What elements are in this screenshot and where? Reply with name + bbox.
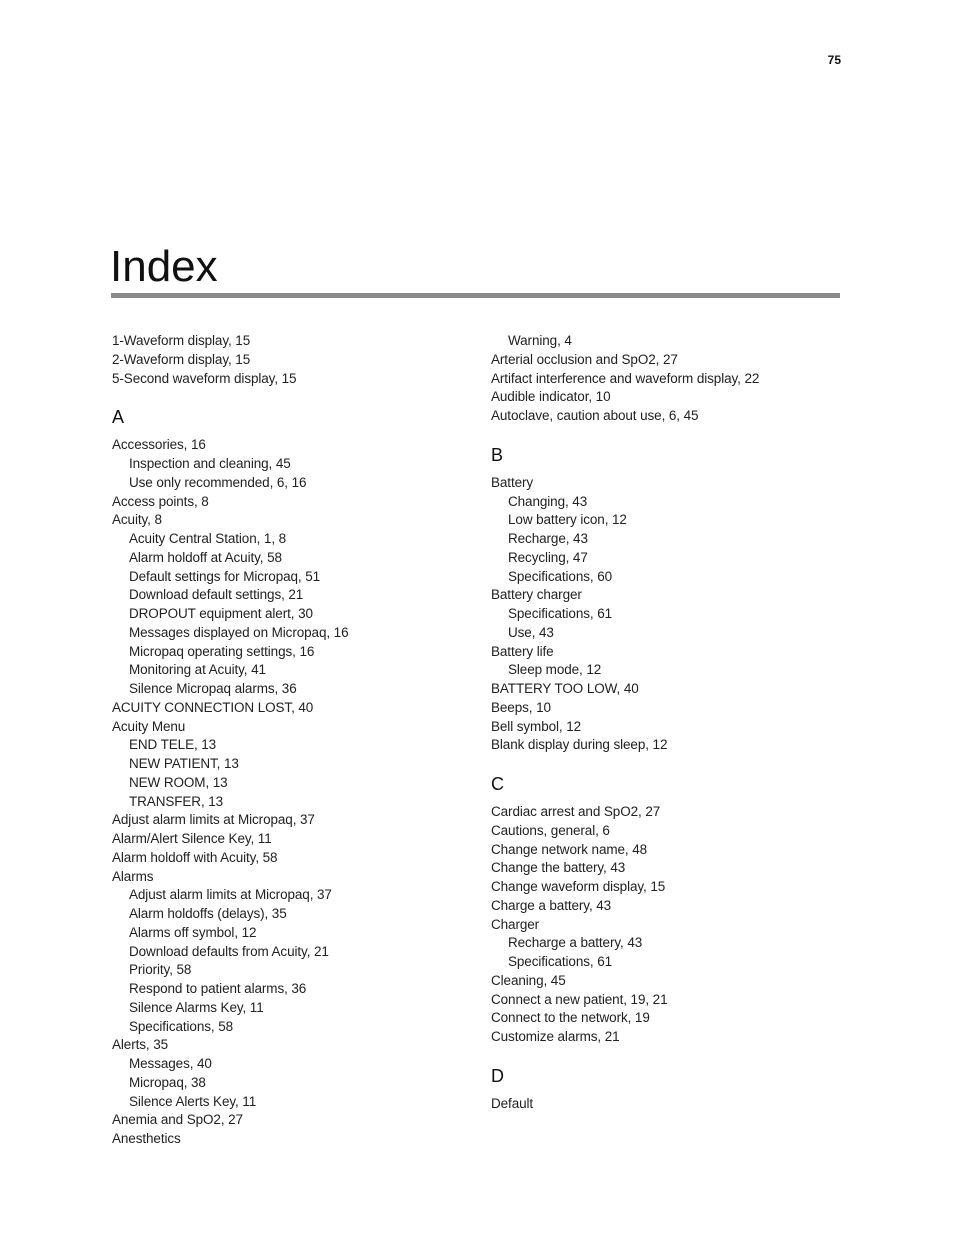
index-subentry: Inspection and cleaning, 45 <box>129 456 291 471</box>
index-letter-heading: D <box>491 1065 504 1086</box>
index-entry: Anesthetics <box>112 1131 181 1146</box>
index-subentry: Adjust alarm limits at Micropaq, 37 <box>129 887 332 903</box>
index-entry: Alarm/Alert Silence Key, 11 <box>112 831 272 846</box>
index-subentry: Silence Micropaq alarms, 36 <box>129 681 297 696</box>
index-subentry: Monitoring at Acuity, 41 <box>129 662 266 678</box>
index-entry: Change network name, 48 <box>491 841 648 857</box>
index-subentry: Download default settings, 21 <box>129 587 304 603</box>
index-entry: Charge a battery, 43 <box>491 897 612 913</box>
index-subentry: TRANSFER, 13 <box>129 793 224 809</box>
index-entry: Alerts, 35 <box>112 1037 169 1053</box>
index-subentry: Alarms off symbol, 12 <box>129 924 257 940</box>
index-entry: Alarms <box>112 868 154 884</box>
index-entry: Cautions, general, 6 <box>491 822 610 838</box>
index-subentry: Low battery icon, 12 <box>508 512 627 528</box>
index-subentry: Alarm holdoff at Acuity, 58 <box>129 549 282 565</box>
index-entry: 5-Second waveform display, 15 <box>112 370 297 386</box>
index-subentry: Specifications, 61 <box>508 606 613 621</box>
index-entry: Access points, 8 <box>112 493 209 509</box>
index-subentry: DROPOUT equipment alert, 30 <box>129 606 313 621</box>
index-entry: Customize alarms, 21 <box>491 1029 620 1044</box>
index-subentry: Specifications, 61 <box>508 954 613 969</box>
index-entry: Arterial occlusion and SpO2, 27 <box>491 351 678 367</box>
index-subentry: Messages, 40 <box>129 1056 212 1071</box>
index-subentry: Micropaq, 38 <box>129 1074 206 1090</box>
index-entry: Battery life <box>491 643 554 659</box>
index-entry: Connect to the network, 19 <box>491 1010 650 1026</box>
index-subentry: Silence Alerts Key, 11 <box>129 1093 257 1109</box>
index-subentry: Micropaq operating settings, 16 <box>129 643 315 659</box>
index-entry: Change waveform display, 15 <box>491 879 666 894</box>
index-subentry: Recharge a battery, 43 <box>508 935 643 951</box>
index-subentry: Recycling, 47 <box>508 549 588 565</box>
index-entry: Cardiac arrest and SpO2, 27 <box>491 804 661 819</box>
index-subentry: Use only recommended, 6, 16 <box>129 474 307 490</box>
index-subentry: Messages displayed on Micropaq, 16 <box>129 624 349 640</box>
index-entry: Artifact interference and waveform display, 22 <box>491 370 760 386</box>
index-subentry: Silence Alarms Key, 11 <box>129 999 264 1015</box>
index-column-right <box>491 332 851 1114</box>
page-number: 75 <box>827 53 841 67</box>
index-entry: Battery <box>491 474 534 490</box>
index-subentry: Specifications, 60 <box>508 568 613 584</box>
index-entry: 1-Waveform display, 15 <box>112 333 251 348</box>
index-subentry: Use, 43 <box>508 624 554 640</box>
index-subentry: Respond to patient alarms, 36 <box>129 981 307 996</box>
index-entry: Audible indicator, 10 <box>491 389 611 405</box>
index-entry: Connect a new patient, 19, 21 <box>491 991 668 1007</box>
index-subentry: NEW PATIENT, 13 <box>129 756 239 771</box>
index-subentry: Warning, 4 <box>508 333 572 348</box>
index-entry: Battery charger <box>491 587 582 603</box>
index-entry: Acuity, 8 <box>112 512 162 528</box>
index-entry: ACUITY CONNECTION LOST, 40 <box>112 699 314 715</box>
index-letter-heading: C <box>491 774 504 794</box>
index-entry: Autoclave, caution about use, 6, 45 <box>491 408 699 423</box>
index-entry: Alarm holdoff with Acuity, 58 <box>112 849 278 865</box>
index-column-left <box>112 332 472 1149</box>
index-entry: Anemia and SpO2, 27 <box>112 1112 243 1128</box>
index-entry: Blank display during sleep, 12 <box>491 737 668 753</box>
index-entry: Accessories, 16 <box>112 437 206 453</box>
index-letter-heading: A <box>112 407 125 428</box>
index-entry: Acuity Menu <box>112 718 186 734</box>
index-subentry: Changing, 43 <box>508 493 588 509</box>
index-subentry: Alarm holdoffs (delays), 35 <box>129 906 287 921</box>
index-entry: Charger <box>491 916 540 932</box>
index-subentry: END TELE, 13 <box>129 737 217 753</box>
index-entry: 2-Waveform display, 15 <box>112 351 251 367</box>
index-subentry: Specifications, 58 <box>129 1018 234 1034</box>
index-subentry: Sleep mode, 12 <box>508 662 602 678</box>
index-entry: Adjust alarm limits at Micropaq, 37 <box>112 812 315 828</box>
index-entry: Beeps, 10 <box>491 699 551 715</box>
index-entry: BATTERY TOO LOW, 40 <box>491 681 639 696</box>
index-entry: Change the battery, 43 <box>491 860 626 876</box>
index-subentry: Download defaults from Acuity, 21 <box>129 943 329 959</box>
title-rule <box>111 293 840 298</box>
index-letter-heading: B <box>491 444 504 465</box>
page-title: Index <box>110 242 218 291</box>
index-subentry: Default settings for Micropaq, 51 <box>129 568 321 584</box>
index-entry: Bell symbol, 12 <box>491 718 582 734</box>
index-subentry: Recharge, 43 <box>508 531 588 546</box>
index-subentry: NEW ROOM, 13 <box>129 774 228 790</box>
index-subentry: Priority, 58 <box>129 962 192 978</box>
index-entry: Cleaning, 45 <box>491 972 566 988</box>
index-subentry: Acuity Central Station, 1, 8 <box>129 531 287 546</box>
index-entry: Default <box>491 1095 534 1111</box>
